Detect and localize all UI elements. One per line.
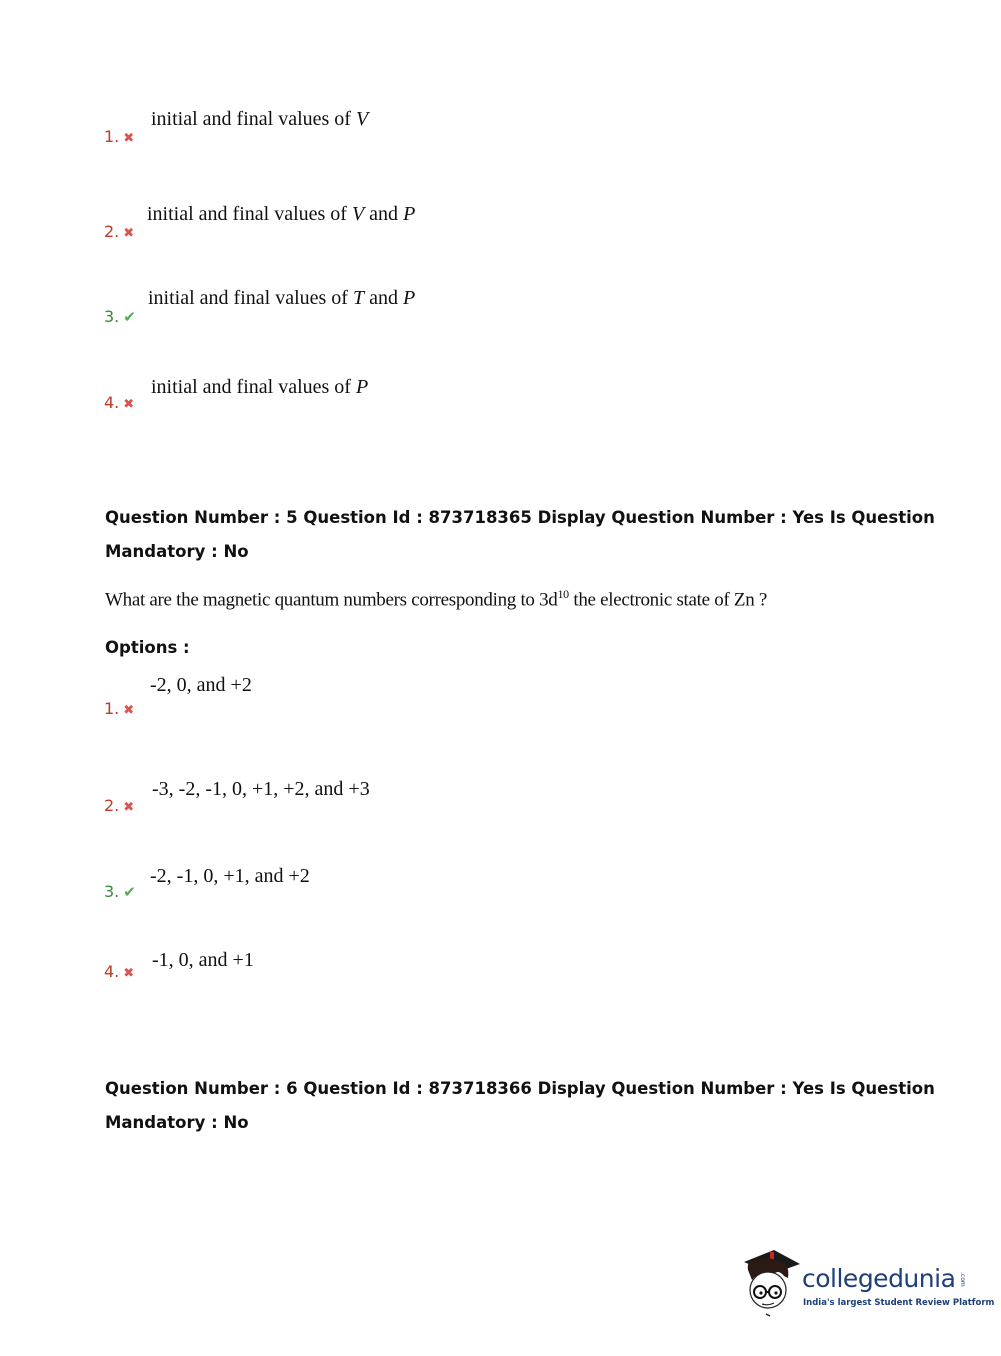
option-number-label: 4. — [104, 393, 120, 412]
variable-t: T — [352, 287, 365, 309]
q5-option-4-number — [104, 962, 134, 981]
question-6-header-line-1: Question Number : 6 Question Id : 873718366 Display Question Number : Yes Is Question — [105, 1079, 935, 1098]
superscript-10: 10 — [557, 587, 569, 601]
question-text-end: the electronic state of Zn ? — [568, 589, 767, 611]
check-icon: ✔ — [123, 308, 136, 326]
option-number-label: 4. — [104, 962, 120, 981]
option-text: initial and final values of — [148, 287, 353, 309]
cross-icon: ✖ — [123, 800, 135, 815]
question-5-header-line-2: Mandatory : No — [105, 542, 249, 561]
q5-option-2-number — [104, 796, 134, 815]
q5-option-2-text: -3, -2, -1, 0, +1, +2, and +3 — [152, 778, 370, 800]
q5-option-3-number — [104, 882, 136, 901]
option-number-label: 1. — [104, 127, 120, 146]
option-number-label: 3. — [104, 882, 120, 901]
mascot-icon — [740, 1248, 802, 1318]
question-5-text — [105, 587, 767, 611]
q4-option-2-text — [147, 203, 415, 226]
cross-icon: ✖ — [123, 966, 135, 981]
variable-v: V — [355, 108, 369, 130]
q4-option-2-number — [104, 222, 134, 241]
q4-option-3-number — [104, 307, 136, 326]
option-text: initial and final values of — [151, 108, 356, 130]
variable-p: P — [355, 376, 369, 398]
q5-option-1-number — [104, 699, 134, 718]
logo-suffix: .com — [959, 1272, 966, 1287]
check-icon: ✔ — [123, 883, 136, 901]
option-text-and: and — [364, 203, 404, 225]
question-text: What are the magnetic quantum numbers corresponding to 3d — [105, 589, 558, 611]
options-label: Options : — [105, 638, 190, 657]
question-6-header-line-2: Mandatory : No — [105, 1113, 249, 1132]
option-number-label: 3. — [104, 307, 120, 326]
q4-option-4-number — [104, 393, 134, 412]
option-text-and: and — [364, 287, 403, 309]
variable-v: V — [351, 203, 365, 225]
variable-p: P — [402, 287, 416, 309]
q4-option-4-text — [151, 376, 368, 399]
q4-option-3-text — [148, 287, 415, 310]
collegedunia-mascot-logo — [740, 1248, 802, 1318]
option-number-label: 2. — [104, 222, 120, 241]
question-5-header-line-1: Question Number : 5 Question Id : 873718365 Display Question Number : Yes Is Question — [105, 508, 935, 527]
cross-icon: ✖ — [123, 226, 135, 241]
q5-option-3-text: -2, -1, 0, +1, and +2 — [150, 865, 310, 887]
option-text: initial and final values of — [147, 203, 352, 225]
cross-icon: ✖ — [123, 131, 135, 146]
cross-icon: ✖ — [123, 397, 135, 412]
logo-tagline: India's largest Student Review Platform — [803, 1298, 995, 1308]
option-text: initial and final values of — [151, 376, 356, 398]
option-number-label: 2. — [104, 796, 120, 815]
q5-option-1-text: -2, 0, and +2 — [150, 674, 252, 696]
q5-option-4-text: -1, 0, and +1 — [152, 949, 254, 971]
cross-icon: ✖ — [123, 703, 135, 718]
logo-wordmark: collegedunia — [802, 1264, 956, 1293]
q4-option-1-text — [151, 108, 368, 131]
q4-option-1-number — [104, 127, 134, 146]
option-number-label: 1. — [104, 699, 120, 718]
variable-p: P — [403, 203, 416, 225]
